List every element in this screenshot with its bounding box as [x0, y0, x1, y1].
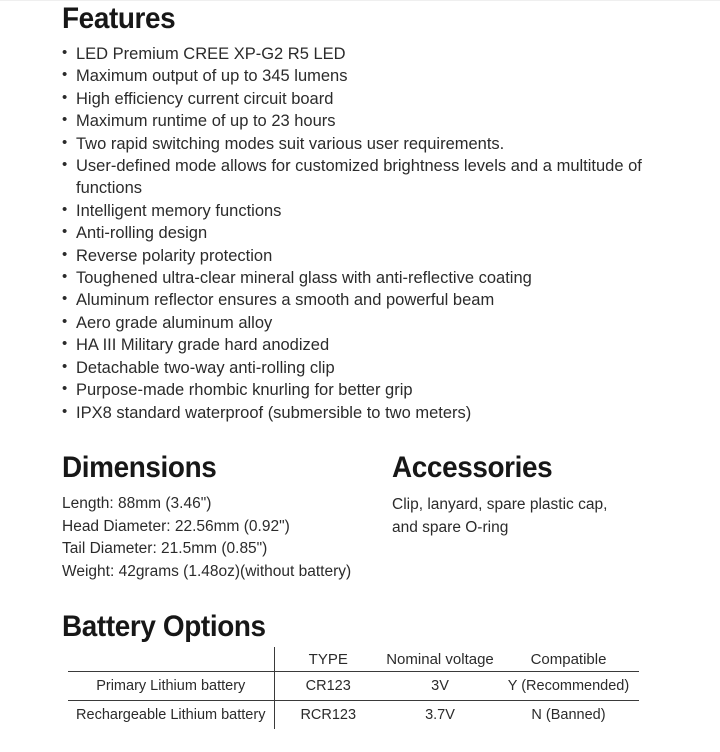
accessories-line: and spare O-ring [392, 519, 509, 536]
bullet-icon: • [62, 402, 68, 420]
feature-text: IPX8 standard waterproof (submersible to two meters) [76, 403, 472, 422]
feature-item [62, 357, 662, 379]
battery-type: RCR123 [274, 701, 382, 730]
feature-text: LED Premium CREE XP-G2 R5 LED [76, 45, 346, 63]
feature-item [62, 110, 662, 132]
battery-nominal-voltage: 3V [382, 672, 498, 701]
feature-text: Maximum output of up to 345 lumens [76, 67, 348, 86]
feature-item [62, 402, 662, 424]
table-header-blank [68, 647, 274, 672]
accessories-heading: Accessories [392, 451, 553, 484]
feature-text: HA III Military grade hard anodized [76, 336, 330, 355]
feature-text: User-defined mode allows for customized brightness levels and a multitude of functions [76, 157, 642, 198]
bullet-icon: • [62, 245, 68, 263]
battery-type: CR123 [274, 672, 382, 701]
feature-text: Aero grade aluminum alloy [76, 313, 273, 332]
feature-item [62, 43, 662, 65]
bullet-icon: • [62, 156, 68, 174]
accessories-section [392, 453, 662, 539]
table-header-type: TYPE [274, 647, 382, 672]
feature-text: Reverse polarity protection [76, 246, 273, 265]
bullet-icon: • [62, 66, 68, 84]
battery-options-section [62, 612, 662, 729]
table-row [68, 672, 639, 701]
bullet-icon: • [62, 335, 68, 353]
bullet-icon: • [62, 133, 68, 151]
battery-options-table [68, 647, 639, 729]
features-heading: Features [62, 2, 176, 35]
accessories-line: Clip, lanyard, spare plastic cap, [392, 496, 608, 513]
feature-text: Intelligent memory functions [76, 201, 282, 220]
dimension-line: Tail Diameter: 21.5mm (0.85") [62, 540, 268, 557]
feature-item [62, 245, 662, 267]
feature-text: Detachable two-way anti-rolling clip [76, 358, 335, 377]
bullet-icon: • [62, 290, 68, 308]
feature-item [62, 155, 662, 200]
feature-text: Aluminum reflector ensures a smooth and powerful beam [76, 291, 495, 310]
dimension-line: Weight: 42grams (1.48oz)(without battery) [62, 562, 352, 580]
table-header-compatible: Compatible [498, 647, 639, 672]
battery-options-heading: Battery Options [62, 610, 266, 643]
feature-item [62, 133, 662, 155]
table-header-nominal-voltage: Nominal voltage [382, 647, 498, 672]
bullet-icon: • [62, 268, 68, 286]
features-list [62, 43, 662, 424]
feature-text: Toughened ultra-clear mineral glass with anti-reflective coating [76, 269, 532, 288]
bullet-icon: • [62, 223, 68, 241]
bullet-icon: • [62, 200, 68, 218]
dimensions-heading: Dimensions [62, 451, 217, 484]
feature-item [62, 289, 662, 311]
feature-text: Two rapid switching modes suit various user requirements. [76, 134, 505, 153]
feature-item [62, 312, 662, 334]
bullet-icon: • [62, 312, 68, 330]
feature-item [62, 379, 662, 401]
battery-name: Primary Lithium battery [68, 672, 274, 701]
bullet-icon: • [62, 380, 68, 398]
battery-name: Rechargeable Lithium battery [76, 707, 266, 723]
feature-item [62, 267, 662, 289]
battery-compatible: N (Banned) [531, 707, 606, 723]
feature-item [62, 334, 662, 356]
feature-item [62, 65, 662, 87]
feature-text: High efficiency current circuit board [76, 89, 334, 108]
dimensions-section [62, 453, 392, 583]
feature-text: Anti-rolling design [76, 224, 208, 243]
feature-text: Purpose-made rhombic knurling for better grip [76, 381, 413, 400]
bullet-icon: • [62, 111, 68, 129]
battery-nominal-voltage: 3.7V [425, 707, 455, 723]
page-top-hairline [0, 0, 720, 1]
bullet-icon: • [62, 44, 68, 61]
table-row [68, 701, 639, 730]
feature-item [62, 222, 662, 244]
bullet-icon: • [62, 88, 68, 106]
feature-text: Maximum runtime of up to 23 hours [76, 112, 336, 131]
dimension-line: Length: 88mm (3.46") [62, 495, 212, 512]
bullet-icon: • [62, 357, 68, 375]
feature-item [62, 200, 662, 222]
feature-item [62, 88, 662, 110]
dimension-line: Head Diameter: 22.56mm (0.92") [62, 517, 290, 535]
features-section [62, 4, 662, 424]
table-header-row [68, 647, 639, 672]
battery-compatible: Y (Recommended) [498, 672, 639, 701]
